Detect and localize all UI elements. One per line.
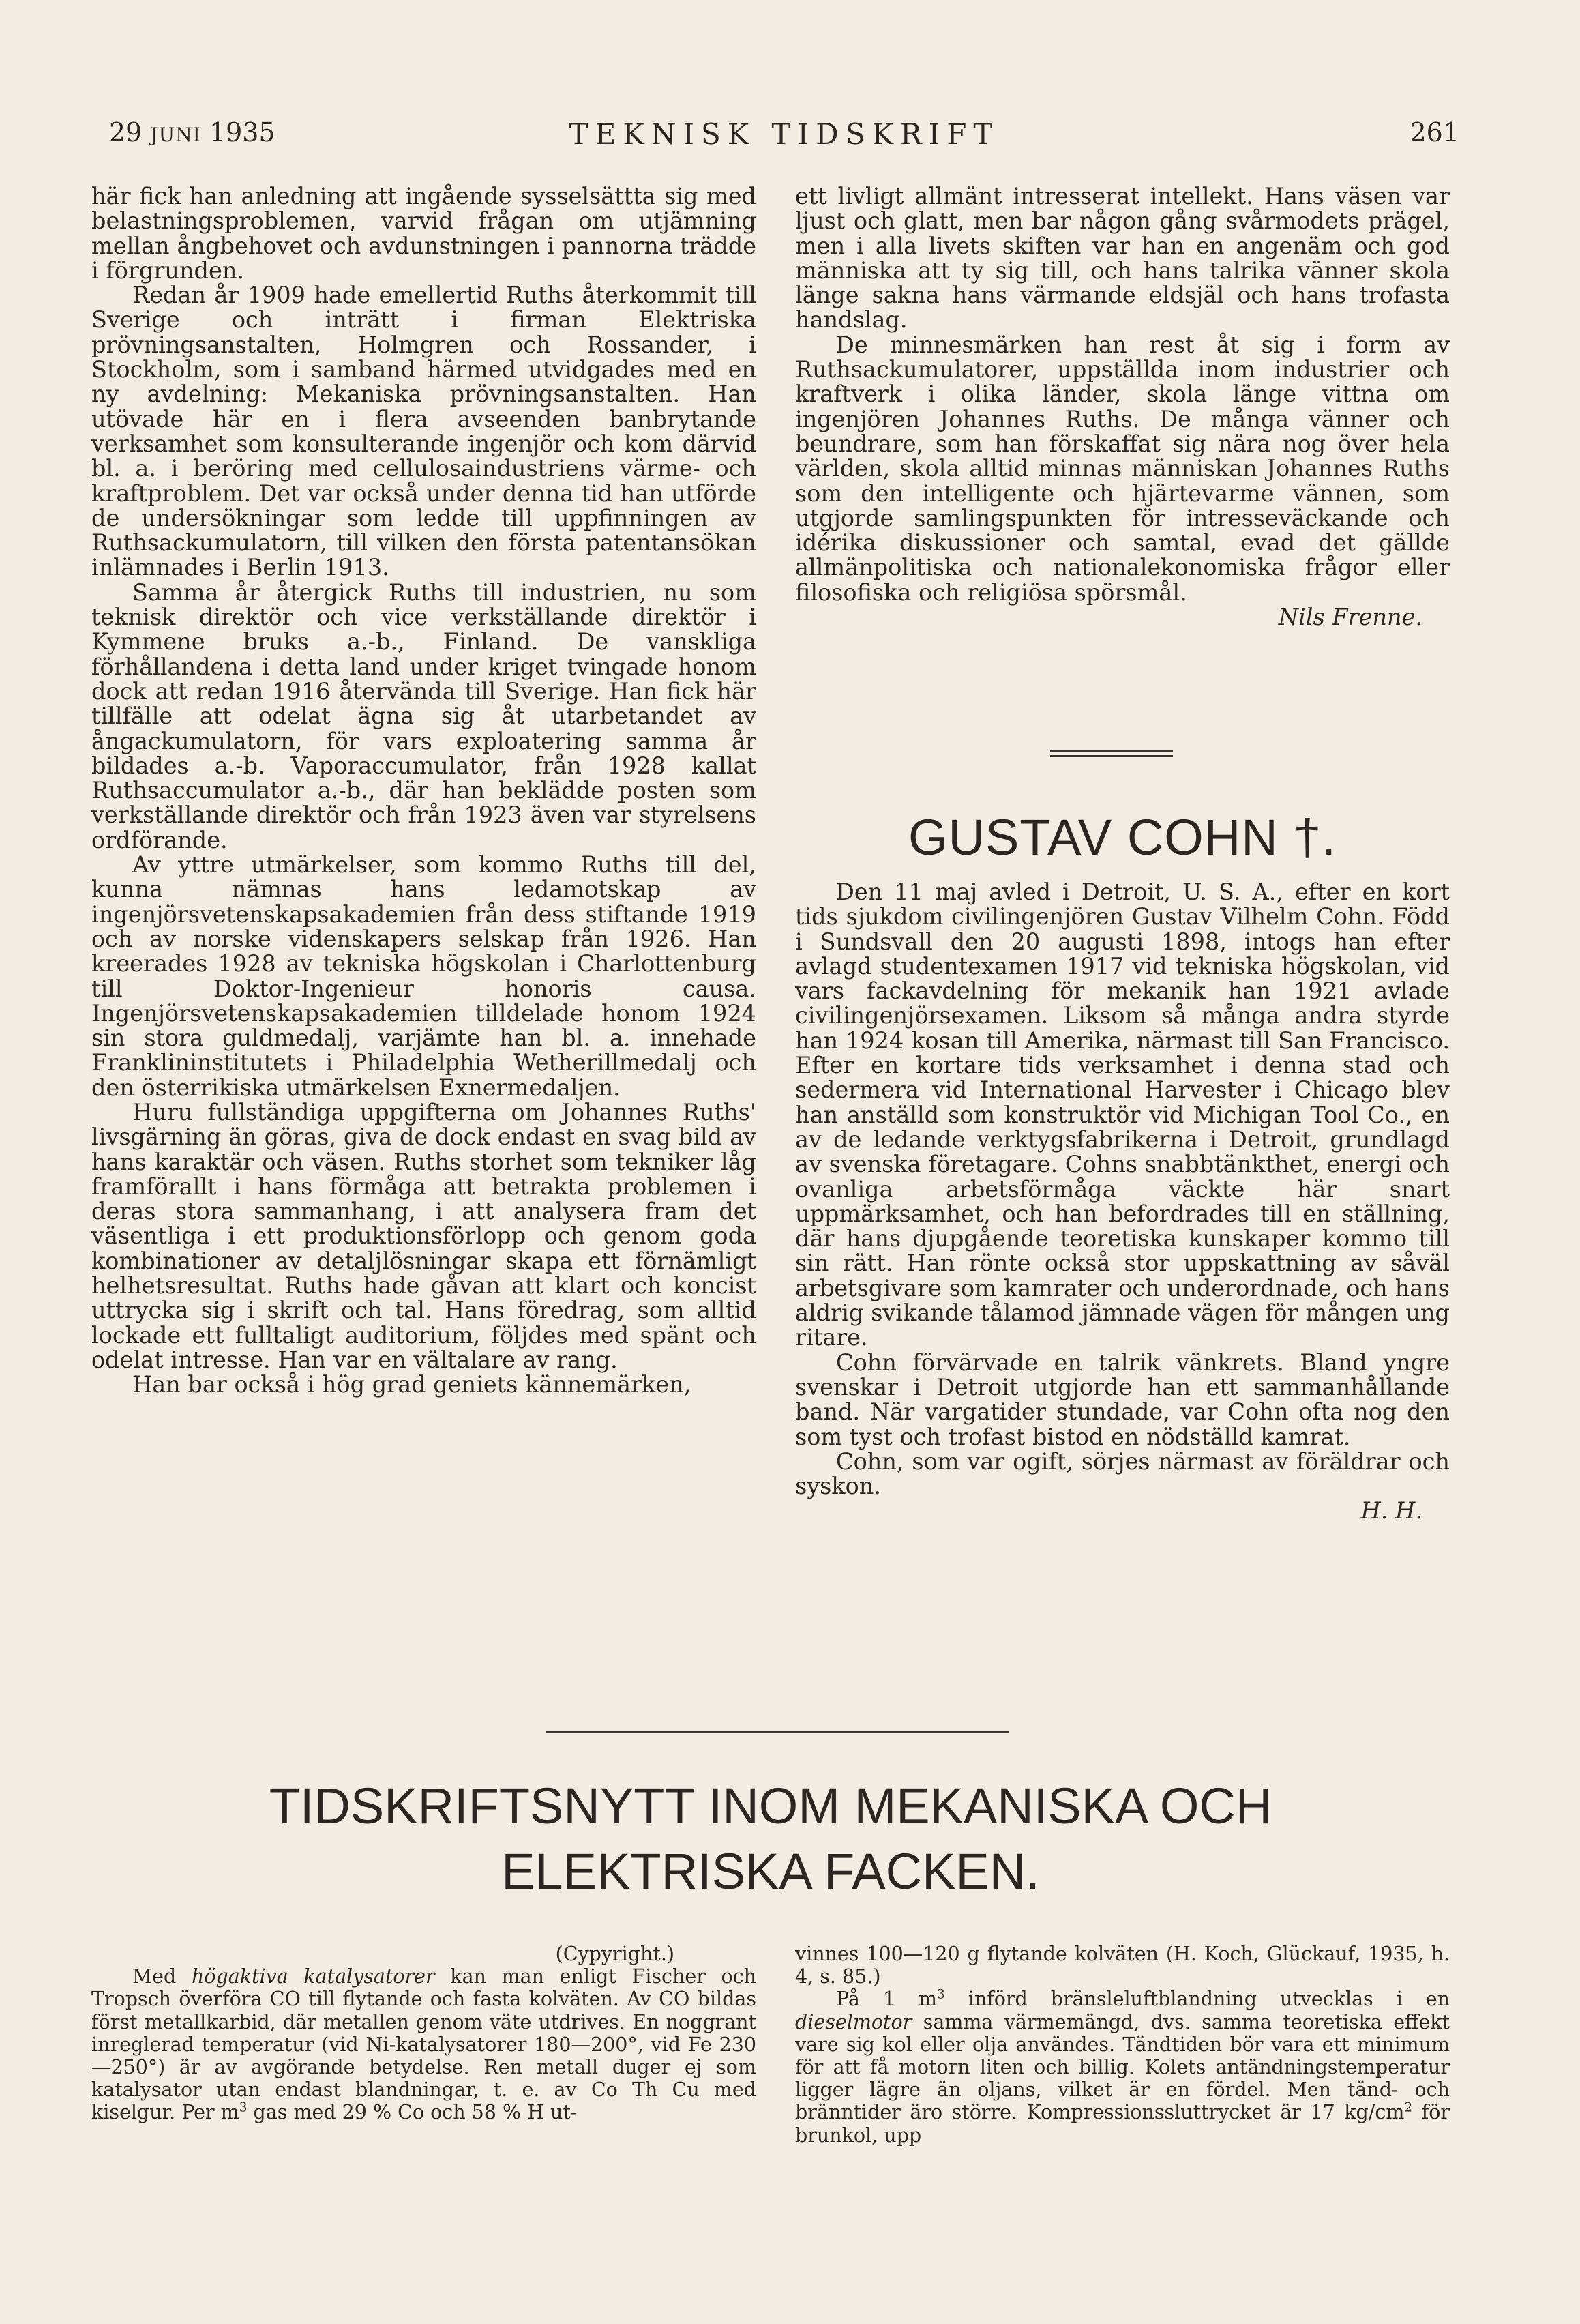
section-heading-line2: ELEKTRISKA FACKEN. (501, 1843, 1040, 1900)
tidskriftsnytt-right-column (795, 1943, 1450, 2147)
paragraph: Cohn förvärvade en talrik vänkrets. Bland yngre svenskar i Detroit utgjorde han ett sammanhållande band. När vargatider stundade, var Cohn ofta nog den som tyst och trofast bistod en nödställd kamrat. (795, 1349, 1450, 1450)
paragraph: Samma år återgick Ruths till industrien, nu som teknisk direktör och vice verkställande direktör i Kymmene bruks a.-b., Finland. De vanskliga förhållandena i detta land under kriget tvingade honom dock att redan 1916 återvända till Sverige. Han fick här tillfälle att odelat ägna sig åt utarbetandet av ångackumulatorn, för vars exploatering samma år bildades a.-b. Vaporaccumulator, från 1928 kallat Ruthsaccumulator a.-b., där han beklädde posten som verkställande direktör och från 1923 även var styrelsens ordförande. (91, 578, 756, 853)
date-month: JUNI (150, 123, 201, 146)
author-signature: Nils Frenne. (1278, 604, 1422, 631)
author-signature: H. H. (1360, 1497, 1422, 1525)
page-number: 261 (1410, 117, 1459, 147)
superscript: 3 (239, 2100, 248, 2115)
italic-term: högaktiva katalysatorer (191, 1965, 435, 1988)
superscript: 3 (936, 1987, 945, 2002)
paragraph: Huru fullständiga uppgifterna om Johannes Ruths' livsgärning än göras, giva de dock endast en svag bild av hans karaktär och väsen. Ruths storhet som tekniker låg framförallt i hans förmåga att betrakta problemen i deras stora sammanhang, i att analysera fram det väsentliga i ett produktionsförlopp och genom goda kombinationer av detaljlösningar skapa ett förnämligt helhetsresultat. Ruths hade gåvan att klart och koncist uttrycka sig i skrift och tal. Hans föredrag, som alltid lockade ett fulltaligt auditorium, följdes med spänt och odelat intresse. Han var en vältalare av rang. (91, 1098, 756, 1373)
section-divider (1050, 750, 1173, 757)
cohn-article-column (795, 880, 1450, 1524)
paragraph (91, 1965, 756, 2123)
paragraph: Cohn, som var ogift, sörjes närmast av föräldrar och syskon. (795, 1447, 1450, 1500)
tidskriftsnytt-left-column (91, 1943, 756, 2124)
date-day: 29 (109, 117, 143, 147)
text-run: samma värmemängd, dvs. samma teoretiska effekt vare sig kol eller olja användes. Tändtiden bör vara ett minimum för att få motorn liten och billig. Kolets antändningstemperatur ligger lägre än oljans, vilket är en fördel. Men tänd- och bränntider äro större. Kompressionssluttrycket är 17 kg/cm (795, 2010, 1450, 2124)
superscript: 2 (1404, 2100, 1413, 2115)
paragraph: vinnes 100—120 g flytande kolväten (H. Koch, Glückauf, 1935, h. 4, s. 85.) (795, 1943, 1450, 1988)
page-header (109, 117, 1459, 158)
text-run: kan man enligt Fischer och Tropsch överföra CO till flytande och fasta kolväten. Av CO bildas först metallkarbid, där metallen genom väte utdrives. En noggrant inreglerad temperatur (vid Ni-katalysatorer 180—200°, vid Fe 230—250°) är av avgörande betydelse. Ren metall duger ej som katalysator utan endast blandningar, t. e. av Co Th Cu med kiselgur. Per m (91, 1965, 756, 2124)
ruths-article-right-column (795, 184, 1450, 630)
paragraph: Han bar också i hög grad geniets kännemärken, (132, 1371, 691, 1398)
section-divider (546, 1731, 1009, 1733)
paragraph: Av yttre utmärkelser, som kommo Ruths till del, kunna nämnas hans ledamotskap av ingenjörsvetenskapsakademien från dess stiftande 1919 och av norske videnskapers selskap från 1926. Han kreerades 1928 av tekniska högskolan i Charlottenburg till Doktor-Ingenieur honoris causa. Ingenjörsvetenskapsakademien tilldelade honom 1924 sin stora guldmedalj, varjämte han bl. a. innehade Franklininstitutets i Philadelphia Wetherillmedalj och den österrikiska utmärkelsen Exnermedaljen. (91, 851, 756, 1101)
paragraph: De minnesmärken han rest åt sig i form av Ruthsackumulatorer, uppställda inom industrier och kraftverk i olika länder, skola länge vittna om ingenjören Johannes Ruths. De många vänner och beundrare, som han förskaffat sig nära nog över hela världen, skola alltid minnas människan Johannes Ruths som den intelligente och hjärtevarme vännen, som utgjorde samlingspunkten för intresseväckande och idérika diskussioner och samtal, evad det gällde allmänpolitiska och nationalekonomiska frågor eller filosofiska och religiösa spörsmål. (795, 331, 1450, 606)
journal-title: TEKNISK TIDSKRIFT (569, 117, 1000, 151)
italic-term: dieselmotor (795, 2010, 912, 2033)
ruths-article-left-column (91, 184, 756, 1398)
date-year: 1935 (209, 117, 275, 147)
copyright-note: (Cypyright.) (555, 1943, 674, 1965)
obituary-heading: GUSTAV COHN †. (908, 809, 1337, 866)
text-run: På 1 m (836, 1988, 937, 2011)
section-heading (91, 1774, 1450, 1904)
text-run: för brunkol, upp (795, 2101, 1450, 2147)
text-run: gas med 29 % Co och 58 % H ut- (247, 2101, 578, 2124)
paragraph: ett livligt allmänt intresserat intellekt. Hans väsen var ljust och glatt, men bar någon gång svårmodets prägel, men i alla livets skiften var han en angenäm och god människa att ty sig till, och hans talrika vänner skola länge sakna hans värmande eldsjäl och hans trofasta handslag. (795, 183, 1450, 334)
paragraph: Redan år 1909 hade emellertid Ruths återkommit till Sverige och inträtt i firman Elektriska prövningsanstalten, Holmgren och Rossander, i Stockholm, som i samband härmed utvidgades med en ny avdelning: Mekaniska prövningsanstalten. Han utövade här en i flera avseenden banbrytande verksamhet som konsulterande ingenjör och kom därvid bl. a. i beröring med cellulosaindustriens värme- och kraftproblem. Det var också under denna tid han utförde de undersökningar som ledde till uppfinningen av Ruthsackumulatorn, till vilken den första patentansökan inlämnades i Berlin 1913. (91, 282, 756, 581)
text-run: Med (132, 1965, 192, 1988)
paragraph: Den 11 maj avled i Detroit, U. S. A., efter en kort tids sjukdom civilingenjören Gustav Vilhelm Cohn. Född i Sundsvall den 20 augusti 1898, intogs han efter avlagd studentexamen 1917 vid tekniska högskolan, vid vars fackavdelning för mekanik han 1921 avlade civilingenjörsexamen. Liksom så många andra styrde han 1924 kosan till Amerika, närmast till San Francisco. Efter en kortare tids verksamhet i denna stad och sedermera vid International Harvester i Chicago blev han anställd som konstruktör vid Michigan Tool Co., en av de ledande verktygsfabrikerna i Detroit, grundlagd av svenska företagare. Cohns snabbtänkthet, energi och ovanliga arbetsförmåga väckte här snart uppmärksamhet, och han befordrades till en ställning, där hans djupgående teoretiska kunskaper kommo till sin rätt. Han rönte också stor uppskattning av såväl arbetsgivare som kamrater och underordnade, och hans aldrig svikande tålamod jämnade vägen för mången ung ritare. (795, 879, 1450, 1351)
section-heading-line1: TIDSKRIFTSNYTT INOM MEKANISKA OCH (269, 1778, 1272, 1834)
paragraph: här fick han anledning att ingående sysselsättta sig med belastningsproblemen, varvid frågan om utjämning mellan ångbehovet och avdunstningen i pannorna trädde i förgrunden. (91, 183, 756, 284)
paragraph (795, 1988, 1450, 2146)
text-run: införd bränsleluftblandning utvecklas i en (944, 1988, 1450, 2011)
